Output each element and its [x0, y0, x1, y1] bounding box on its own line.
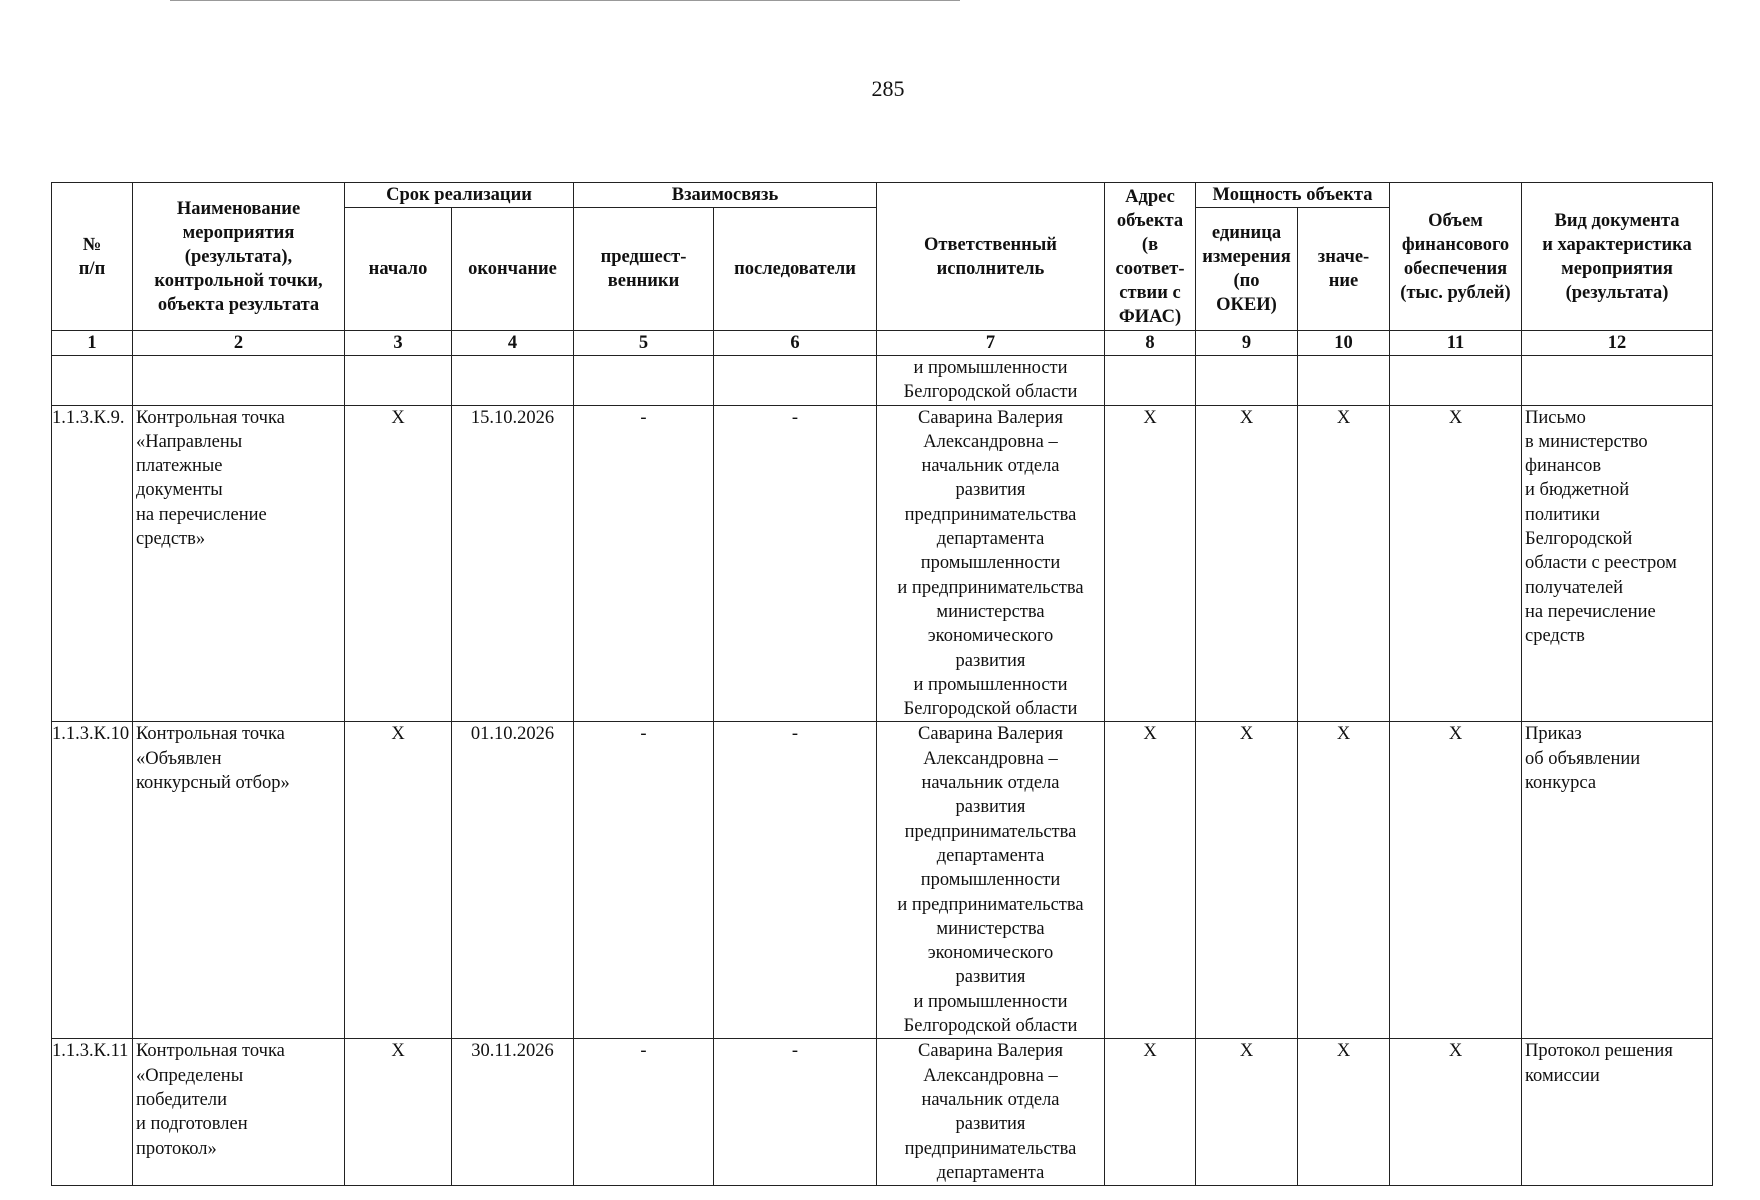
header-address: Адрес объекта (в соответ- ствии с ФИАС) — [1105, 183, 1196, 331]
value-cell: X — [1298, 722, 1390, 1039]
column-number: 2 — [133, 331, 345, 356]
header-predecessors: предшест- венники — [574, 208, 714, 331]
cell-line: и бюджетной — [1525, 480, 1630, 501]
activity-name-cell — [133, 356, 345, 406]
header-period-group: Срок реализации — [345, 183, 574, 208]
cell-line: и подготовлен — [136, 1114, 248, 1135]
cell-line: департамента — [936, 1162, 1045, 1183]
document-cell — [1522, 405, 1713, 722]
successors-cell: - — [714, 722, 877, 1039]
cell-line: Белгородской — [1525, 529, 1633, 550]
cell-line: Протокол решения — [1525, 1041, 1673, 1062]
header-responsible: Ответственный исполнитель — [877, 183, 1105, 331]
cell-line: департамента — [936, 845, 1045, 866]
cell-line: платежные — [136, 456, 223, 477]
unit-cell: X — [1196, 405, 1298, 722]
cell-line: начальник отдела — [921, 1089, 1060, 1110]
finance-cell: X — [1390, 405, 1522, 722]
cell-line: развития — [955, 480, 1026, 501]
column-number: 5 — [574, 331, 714, 356]
predecessors-cell: - — [574, 722, 714, 1039]
table-row — [52, 405, 1713, 722]
address-cell: X — [1105, 405, 1196, 722]
column-number: 7 — [877, 331, 1105, 356]
table-header — [52, 183, 1713, 356]
cell-line: министерства — [936, 601, 1045, 622]
cell-line: департамента — [936, 529, 1045, 550]
cell-line: промышленности — [920, 870, 1061, 891]
unit-cell: X — [1196, 1039, 1298, 1186]
successors-cell: - — [714, 1039, 877, 1186]
header-relation-group: Взаимосвязь — [574, 183, 877, 208]
column-number: 10 — [1298, 331, 1390, 356]
cell-line: развития — [955, 797, 1026, 818]
cell-line: Белгородской области — [903, 382, 1078, 403]
row-number-cell: 1.1.3.К.10 — [52, 722, 133, 1039]
cell-line: промышленности — [920, 553, 1061, 574]
cell-line: Контрольная точка — [136, 724, 285, 745]
column-number: 8 — [1105, 331, 1196, 356]
activities-table — [51, 182, 1713, 1186]
cell-line: комиссии — [1525, 1065, 1600, 1086]
cell-line: Контрольная точка — [136, 407, 285, 428]
cell-line: предпринимательства — [904, 821, 1077, 842]
start-date-cell: X — [345, 405, 452, 722]
cell-line: Белгородской области — [903, 699, 1078, 720]
cell-line: Александровна – — [923, 748, 1058, 769]
cell-line: Саварина Валерия — [918, 724, 1063, 745]
value-cell: X — [1298, 1039, 1390, 1186]
cell-line: об объявлении — [1525, 748, 1641, 769]
cell-line: конкурсный отбор» — [136, 773, 290, 794]
cell-line: Александровна – — [923, 431, 1058, 452]
cell-line: в министерство — [1525, 431, 1648, 452]
document-cell — [1522, 356, 1713, 406]
cell-line: «Направлены — [136, 431, 243, 452]
cell-line: экономического — [927, 626, 1054, 647]
cell-line: получателей — [1525, 577, 1624, 598]
cell-line: и промышленности — [913, 991, 1068, 1012]
cell-line: Саварина Валерия — [918, 1041, 1063, 1062]
cell-line: на перечисление — [1525, 601, 1656, 622]
row-number-cell: 1.1.3.К.11 — [52, 1039, 133, 1186]
successors-cell — [714, 356, 877, 406]
cell-line: и предпринимательства — [897, 894, 1084, 915]
cell-line: развития — [955, 650, 1026, 671]
column-number: 9 — [1196, 331, 1298, 356]
cell-line: средств» — [136, 529, 206, 550]
cell-line: и предпринимательства — [897, 577, 1084, 598]
cell-line: победители — [136, 1089, 228, 1110]
start-date-cell: X — [345, 1039, 452, 1186]
finance-cell: X — [1390, 722, 1522, 1039]
header-value: значе- ние — [1298, 208, 1390, 331]
cell-line: «Объявлен — [136, 748, 222, 769]
column-number: 1 — [52, 331, 133, 356]
cell-line: и промышленности — [913, 674, 1068, 695]
cell-line: Контрольная точка — [136, 1041, 285, 1062]
header-successors: последователи — [714, 208, 877, 331]
cell-line: Письмо — [1525, 407, 1586, 428]
header-start: начало — [345, 208, 452, 331]
cell-line: области с реестром — [1525, 553, 1677, 574]
cell-line: протокол» — [136, 1138, 217, 1159]
cell-line: предпринимательства — [904, 1138, 1077, 1159]
document-cell — [1522, 722, 1713, 1039]
cell-line: документы — [136, 480, 223, 501]
value-cell — [1298, 356, 1390, 406]
responsible-cell — [877, 1039, 1105, 1186]
predecessors-cell — [574, 356, 714, 406]
header-finance: Объем финансового обеспечения (тыс. рублей) — [1390, 183, 1522, 331]
table-row — [52, 722, 1713, 1039]
cell-line: финансов — [1525, 456, 1602, 477]
address-cell: X — [1105, 722, 1196, 1039]
successors-cell: - — [714, 405, 877, 722]
activity-name-cell — [133, 722, 345, 1039]
responsible-cell — [877, 356, 1105, 406]
activity-name-cell — [133, 1039, 345, 1186]
header-num: № п/п — [52, 183, 133, 331]
cell-line: и промышленности — [913, 358, 1068, 378]
cell-line: средств — [1525, 626, 1585, 647]
column-number: 11 — [1390, 331, 1522, 356]
cell-line: развития — [955, 967, 1026, 988]
predecessors-cell: - — [574, 405, 714, 722]
cell-line: политики — [1525, 504, 1600, 525]
cell-line: «Определены — [136, 1065, 244, 1086]
column-number: 12 — [1522, 331, 1713, 356]
end-date-cell — [452, 356, 574, 406]
table-row — [52, 356, 1713, 406]
end-date-cell: 30.11.2026 — [452, 1039, 574, 1186]
page-number: 285 — [871, 76, 905, 101]
table-body — [52, 356, 1713, 1186]
cell-line: Белгородской области — [903, 1016, 1078, 1037]
cell-line: начальник отдела — [921, 773, 1060, 794]
row-number-cell: 1.1.3.К.9. — [52, 405, 133, 722]
header-capacity-group: Мощность объекта — [1196, 183, 1390, 208]
end-date-cell: 15.10.2026 — [452, 405, 574, 722]
address-cell — [1105, 356, 1196, 406]
header-end: окончание — [452, 208, 574, 331]
column-numbers-row — [52, 331, 1713, 356]
top-frame-line — [170, 0, 960, 3]
table-row — [52, 1039, 1713, 1186]
address-cell: X — [1105, 1039, 1196, 1186]
column-number: 4 — [452, 331, 574, 356]
end-date-cell: 01.10.2026 — [452, 722, 574, 1039]
predecessors-cell: - — [574, 1039, 714, 1186]
activity-name-cell — [133, 405, 345, 722]
cell-line: Приказ — [1525, 724, 1582, 745]
column-number: 6 — [714, 331, 877, 356]
finance-cell: X — [1390, 1039, 1522, 1186]
cell-line: конкурса — [1525, 773, 1597, 794]
header-doc: Вид документа и характеристика мероприятия (результата) — [1522, 183, 1713, 331]
unit-cell: X — [1196, 722, 1298, 1039]
cell-line: Александровна – — [923, 1065, 1058, 1086]
responsible-cell — [877, 405, 1105, 722]
responsible-cell — [877, 722, 1105, 1039]
row-number-cell — [52, 356, 133, 406]
document-cell — [1522, 1039, 1713, 1186]
cell-line: на перечисление — [136, 504, 267, 525]
value-cell: X — [1298, 405, 1390, 722]
unit-cell — [1196, 356, 1298, 406]
header-name: Наименование мероприятия (результата), контрольной точки, объекта результата — [133, 183, 345, 331]
cell-line: начальник отдела — [921, 456, 1060, 477]
cell-line: развития — [955, 1114, 1026, 1135]
header-unit: единица измерения (по ОКЕИ) — [1196, 208, 1298, 331]
start-date-cell — [345, 356, 452, 406]
cell-line: предпринимательства — [904, 504, 1077, 525]
cell-line: Саварина Валерия — [918, 407, 1063, 428]
cell-line: министерства — [936, 918, 1045, 939]
start-date-cell: X — [345, 722, 452, 1039]
cell-line: экономического — [927, 943, 1054, 964]
column-number: 3 — [345, 331, 452, 356]
finance-cell — [1390, 356, 1522, 406]
